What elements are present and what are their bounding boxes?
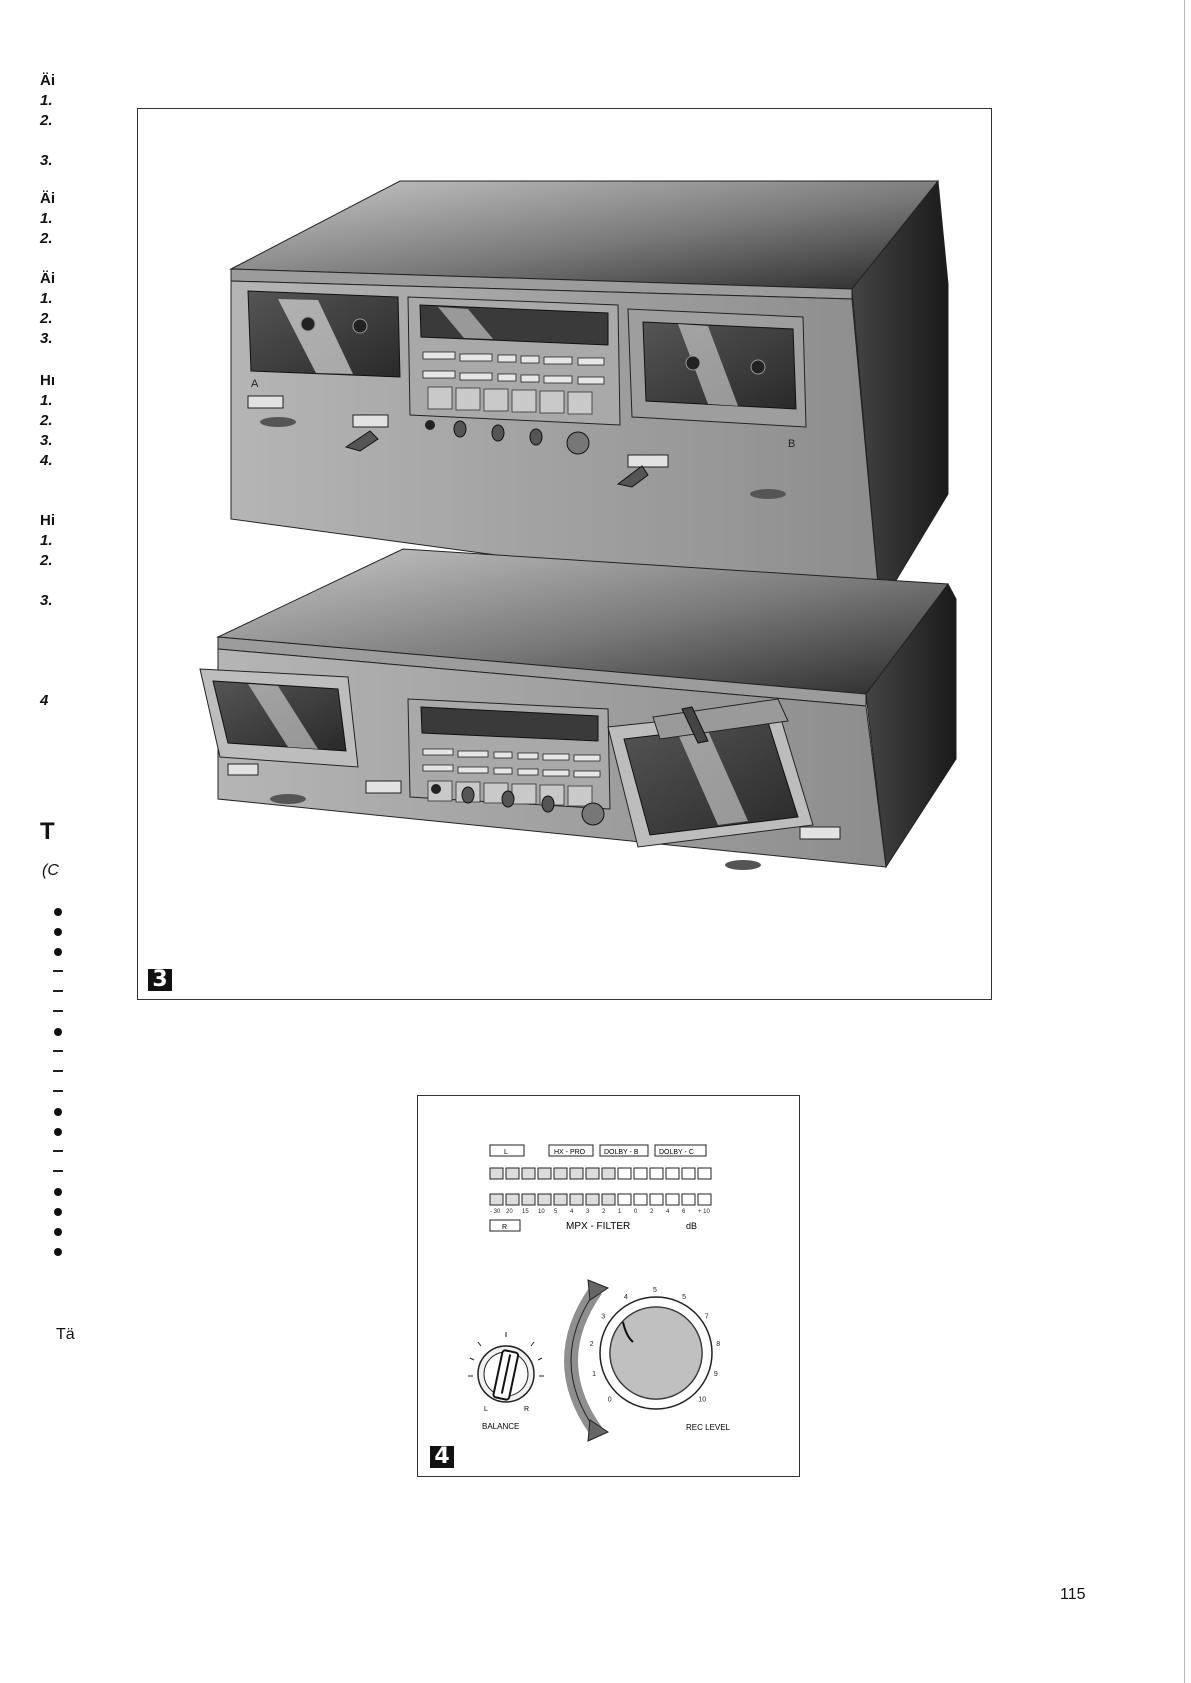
margin-number: 3. — [40, 330, 53, 347]
meter-scale-label: 0 — [634, 1209, 638, 1215]
margin-number: 1. — [40, 290, 53, 307]
meter-segment-r — [682, 1194, 695, 1205]
meter-segment-l — [618, 1168, 631, 1179]
deck-b-label: B — [788, 438, 796, 450]
db-unit-label: dB — [686, 1221, 698, 1231]
bullet-mark — [54, 1188, 62, 1196]
margin-number: 4 — [40, 692, 49, 709]
meter-scale-label: + 10 — [698, 1209, 710, 1215]
meter-segment-l — [602, 1168, 615, 1179]
rec-level-scale-label: 5 — [682, 1294, 687, 1301]
deck-open — [200, 549, 956, 870]
meter-segment-r — [538, 1194, 551, 1205]
indicator-left: L — [504, 1149, 508, 1156]
margin-number: 3. — [40, 592, 53, 609]
balance-right: R — [524, 1406, 530, 1413]
meter-scale-label: 2 — [602, 1209, 606, 1215]
margin-number: 2. — [40, 112, 53, 129]
margin-heading-1: Äi — [40, 72, 55, 89]
bullet-mark — [54, 1228, 62, 1236]
bullet-mark — [54, 1208, 62, 1216]
meter-segment-l — [634, 1168, 647, 1179]
bullet-mark — [54, 1128, 62, 1136]
rec-level-knob — [600, 1297, 712, 1409]
bullet-mark — [54, 1108, 62, 1116]
meter-segment-l — [490, 1168, 503, 1179]
section-title: T — [40, 818, 55, 845]
deck-a-label: A — [251, 378, 259, 390]
figure-3-frame — [137, 108, 992, 1000]
meter-scale-label: 6 — [682, 1209, 686, 1215]
meter-segment-r — [586, 1194, 599, 1205]
margin-number: 3. — [40, 152, 53, 169]
meter-segment-l — [506, 1168, 519, 1179]
meter-scale-label: 3 — [586, 1209, 590, 1215]
margin-heading-4: Hı — [40, 372, 55, 389]
margin-heading-3: Äi — [40, 270, 55, 287]
meter-segment-r — [666, 1194, 679, 1205]
meter-segment-r — [602, 1194, 615, 1205]
margin-number: 4. — [40, 452, 53, 469]
meter-scale-label: 5 — [554, 1209, 558, 1215]
meter-segment-l — [586, 1168, 599, 1179]
margin-number: 1. — [40, 210, 53, 227]
dash-mark — [53, 1090, 63, 1092]
margin-number: 1. — [40, 392, 53, 409]
dash-mark — [53, 1170, 63, 1172]
meter-scale-label: 15 — [522, 1209, 529, 1215]
margin-heading-2: Äi — [40, 190, 55, 207]
balance-left: L — [484, 1406, 488, 1413]
meter-scale-label: 4 — [570, 1209, 574, 1215]
rec-level-scale-label: 4 — [623, 1294, 628, 1301]
figure-4-frame — [417, 1095, 800, 1477]
rec-level-scale-label: 2 — [589, 1341, 594, 1348]
figure-3-label: 3 — [148, 969, 172, 991]
rec-level-scale-label: 7 — [704, 1313, 709, 1321]
meter-segment-r — [570, 1194, 583, 1205]
meter-scale-label: 4 — [666, 1209, 670, 1215]
meter-segment-r — [554, 1194, 567, 1205]
bullet-mark — [54, 1248, 62, 1256]
rec-level-scale-label: 9 — [713, 1370, 718, 1378]
meter-segment-l — [650, 1168, 663, 1179]
dash-mark — [53, 1070, 63, 1072]
meter-segment-r — [522, 1194, 535, 1205]
dash-mark — [53, 970, 63, 972]
meter-segment-r — [506, 1194, 519, 1205]
meter-scale-label: 20 — [506, 1209, 513, 1215]
dash-mark — [53, 1150, 63, 1152]
bullet-mark — [54, 908, 62, 916]
indicator-dolby-c: DOLBY - C — [659, 1149, 694, 1156]
section-subtitle: (C — [42, 862, 59, 879]
rec-level-scale-label: 0 — [607, 1396, 612, 1404]
margin-number: 1. — [40, 92, 53, 109]
meter-scale-label: 1 — [618, 1209, 622, 1215]
deck-closed — [231, 181, 948, 607]
footer-fragment: Tä — [56, 1326, 75, 1343]
dash-mark — [53, 1050, 63, 1052]
margin-number: 2. — [40, 412, 53, 429]
mpx-filter-label: MPX - FILTER — [566, 1221, 631, 1232]
rec-level-label: REC LEVEL — [686, 1423, 731, 1432]
rec-level-scale-label: 10 — [698, 1396, 707, 1404]
meter-scale-label: 2 — [650, 1209, 654, 1215]
bullet-mark — [54, 928, 62, 936]
meter-segment-l — [522, 1168, 535, 1179]
rec-level-scale-label: 5 — [653, 1287, 657, 1294]
margin-number: 3. — [40, 432, 53, 449]
meter-segment-r — [650, 1194, 663, 1205]
page-number: 115 — [1060, 1586, 1086, 1603]
dash-mark — [53, 990, 63, 992]
control-panel-illustration — [418, 1096, 798, 1474]
margin-number: 2. — [40, 230, 53, 247]
balance-label: BALANCE — [482, 1422, 520, 1431]
meter-segment-r — [490, 1194, 503, 1205]
bullet-mark — [54, 1028, 62, 1036]
meter-segment-l — [570, 1168, 583, 1179]
indicator-right: R — [502, 1224, 508, 1231]
margin-number: 2. — [40, 310, 53, 327]
meter-scale-label: - 30 — [490, 1209, 501, 1215]
indicator-hx-pro: HX - PRO — [554, 1149, 586, 1156]
rec-level-scale-label: 3 — [601, 1313, 606, 1321]
balance-knob — [468, 1332, 544, 1402]
page-edge-line — [1184, 0, 1185, 1683]
rec-level-scale-label: 1 — [592, 1370, 597, 1378]
rec-level-scale-label: 8 — [716, 1341, 721, 1348]
indicator-dolby-b: DOLBY - B — [604, 1149, 639, 1156]
bullet-mark — [54, 948, 62, 956]
margin-number: 1. — [40, 532, 53, 549]
meter-segment-l — [698, 1168, 711, 1179]
meter-segment-l — [682, 1168, 695, 1179]
meter-segment-l — [554, 1168, 567, 1179]
margin-heading-5: Hi — [40, 512, 55, 529]
meter-scale-label: 10 — [538, 1209, 545, 1215]
meter-segment-r — [634, 1194, 647, 1205]
meter-segment-l — [538, 1168, 551, 1179]
meter-segment-l — [666, 1168, 679, 1179]
meter-segment-r — [618, 1194, 631, 1205]
cassette-deck-illustration — [138, 109, 990, 997]
figure-4-label: 4 — [430, 1446, 454, 1468]
dash-mark — [53, 1010, 63, 1012]
meter-segment-r — [698, 1194, 711, 1205]
margin-number: 2. — [40, 552, 53, 569]
